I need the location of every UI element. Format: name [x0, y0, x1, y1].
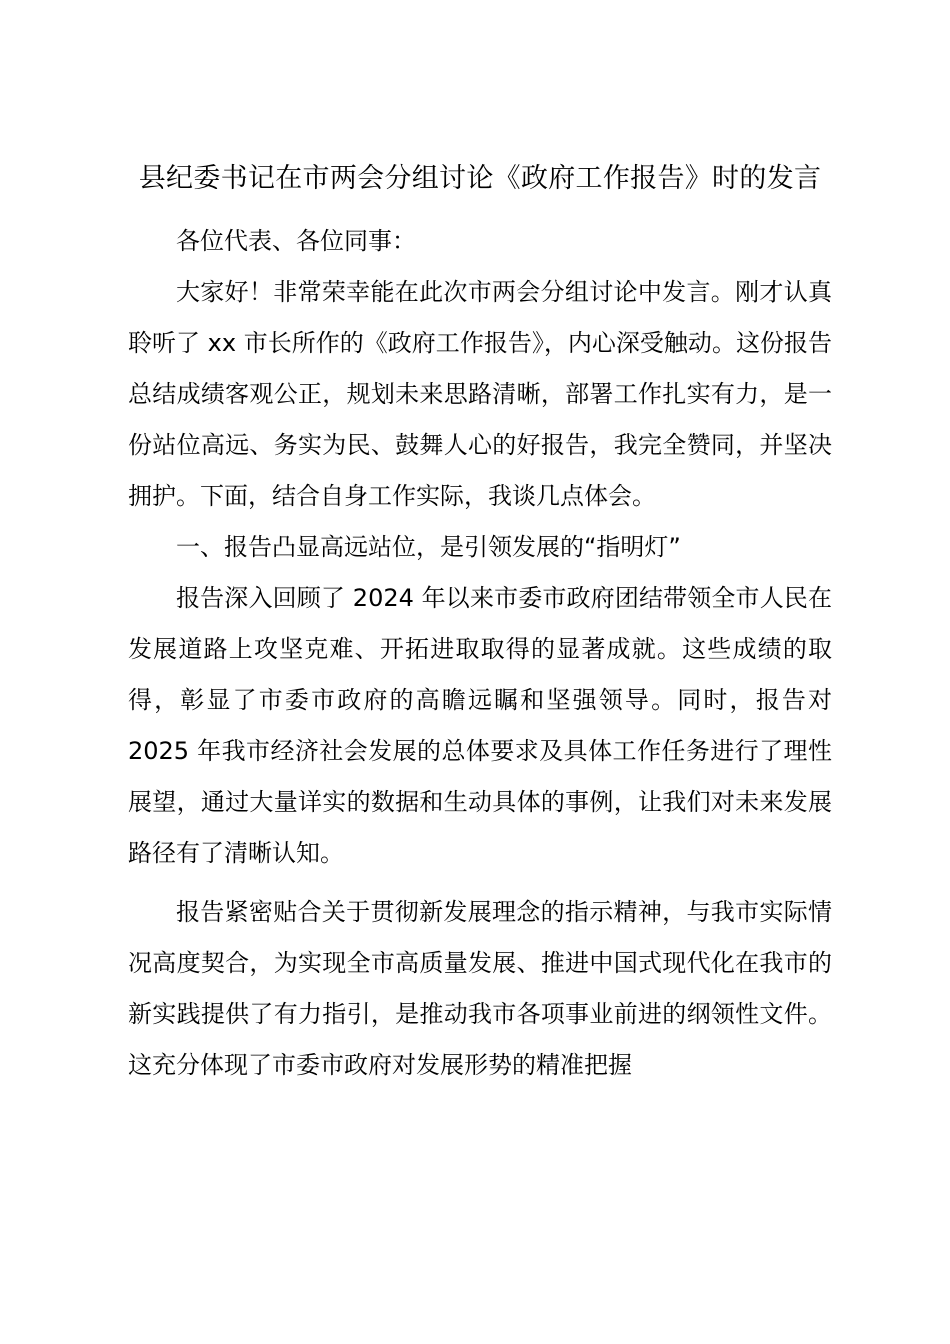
paragraph-guidance: 报告紧密贴合关于贯彻新发展理念的指示精神，与我市实际情况高度契合，为实现全市高质量发展、推进中国式现代化在我市的新实践提供了有力指引，是推动我市各项事业前进的纲领性文件。这充分体现了市委市政府对发展形势的精准把握: [128, 898, 832, 1079]
paragraph-intro: 大家好！非常荣幸能在此次市两会分组讨论中发言。刚才认真聆听了 xx 市长所作的《政府工作报告》，内心深受触动。这份报告总结成绩客观公正，规划未来思路清晰，部署工作扎实有力，是一份站位高远、务实为民、鼓舞人心的好报告，我完全赞同，并坚决拥护。下面，结合自身工作实际，我谈几点体会。: [128, 278, 832, 510]
document-page: [128, 150, 832, 1091]
salutation: 各位代表、各位同事：: [176, 227, 416, 255]
paragraph-review: 报告深入回顾了 2024 年以来市委市政府团结带领全市人民在发展道路上攻坚克难、开拓进取取得的显著成就。这些成绩的取得，彰显了市委市政府的高瞻远瞩和坚强领导。同时，报告对 2025 年我市经济社会发展的总体要求及具体工作任务进行了理性展望，通过大量详实的数据和生动具体的事例，让我们对未来发展路径有了清晰认知。: [128, 584, 832, 867]
section-heading-1: 一、报告凸显高远站位，是引领发展的“指明灯”: [176, 533, 681, 561]
document-title: 县纪委书记在市两会分组讨论《政府工作报告》时的发言: [138, 163, 822, 194]
